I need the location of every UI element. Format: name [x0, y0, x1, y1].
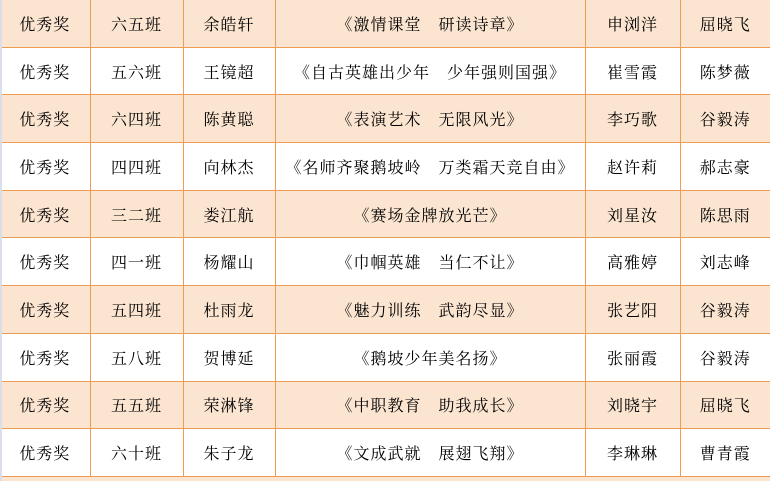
cell-student[interactable]: 陈黄聪 — [183, 95, 275, 143]
cell-work-title[interactable]: 《激情课堂 研读诗章》 — [275, 0, 585, 47]
cell-award[interactable]: 优秀奖 — [0, 333, 90, 381]
cell-award[interactable]: 优秀奖 — [0, 429, 90, 477]
cell-student[interactable]: 杨耀山 — [183, 238, 275, 286]
cell-instructor[interactable]: 张丽霞 — [585, 333, 680, 381]
cell-award[interactable]: 优秀奖 — [0, 47, 90, 95]
cell-coach[interactable]: 谷毅涛 — [680, 286, 770, 334]
cell-class[interactable]: 四四班 — [90, 143, 183, 191]
table-row — [0, 429, 770, 477]
cell-work-title[interactable]: 《魅力训练 武韵尽显》 — [275, 286, 585, 334]
cell-class[interactable]: 六五班 — [90, 0, 183, 47]
cell-award[interactable]: 优秀奖 — [0, 286, 90, 334]
cell-award[interactable]: 优秀奖 — [0, 95, 90, 143]
cell-instructor[interactable]: 张艺阳 — [585, 286, 680, 334]
cell-award[interactable]: 优秀奖 — [0, 0, 90, 47]
table-row — [0, 286, 770, 334]
cell-student[interactable]: 荣淋锋 — [183, 381, 275, 429]
cell-class[interactable]: 五八班 — [90, 333, 183, 381]
cell-award[interactable]: 优秀奖 — [0, 381, 90, 429]
cell-coach[interactable]: 谷毅涛 — [680, 95, 770, 143]
cell-class[interactable]: 四一班 — [90, 238, 183, 286]
table-row — [0, 47, 770, 95]
cell-coach[interactable]: 屈晓飞 — [680, 0, 770, 47]
cell-work-title[interactable]: 《名师齐聚鹅坡岭 万类霜天竞自由》 — [275, 143, 585, 191]
cell-work-title[interactable]: 《自古英雄出少年 少年强则国强》 — [275, 47, 585, 95]
cell-student[interactable]: 朱子龙 — [183, 429, 275, 477]
cell-coach[interactable]: 屈晓飞 — [680, 381, 770, 429]
cell-coach[interactable]: 刘志峰 — [680, 238, 770, 286]
cell-student[interactable]: 贺博延 — [183, 333, 275, 381]
cell-instructor[interactable]: 刘晓宇 — [585, 381, 680, 429]
cell-instructor[interactable]: 崔雪霞 — [585, 47, 680, 95]
cell-instructor[interactable]: 申浏洋 — [585, 0, 680, 47]
table-row — [0, 190, 770, 238]
table-row — [0, 238, 770, 286]
cell-coach[interactable]: 陈思雨 — [680, 190, 770, 238]
cell-class[interactable]: 三二班 — [90, 190, 183, 238]
cell-coach[interactable]: 郝志豪 — [680, 143, 770, 191]
cell-instructor[interactable]: 李琳琳 — [585, 429, 680, 477]
table-row — [0, 0, 770, 47]
cell-class[interactable]: 五六班 — [90, 47, 183, 95]
cell-student[interactable]: 王镜超 — [183, 47, 275, 95]
cell-class[interactable]: 五五班 — [90, 381, 183, 429]
cell-student[interactable]: 余皓轩 — [183, 0, 275, 47]
cell-student[interactable]: 杜雨龙 — [183, 286, 275, 334]
table-row — [0, 95, 770, 143]
cell-work-title[interactable]: 《赛场金牌放光芒》 — [275, 190, 585, 238]
table-row — [0, 143, 770, 191]
cell-class[interactable]: 六十班 — [90, 429, 183, 477]
cell-award[interactable]: 优秀奖 — [0, 143, 90, 191]
cell-work-title[interactable]: 《表演艺术 无限风光》 — [275, 95, 585, 143]
cell-work-title[interactable]: 《巾帼英雄 当仁不让》 — [275, 238, 585, 286]
cell-work-title[interactable]: 《文成武就 展翅飞翔》 — [275, 429, 585, 477]
cell-work-title[interactable]: 《中职教育 助我成长》 — [275, 381, 585, 429]
cell-award[interactable]: 优秀奖 — [0, 190, 90, 238]
cell-instructor[interactable]: 刘星汝 — [585, 190, 680, 238]
cell-award[interactable]: 优秀奖 — [0, 238, 90, 286]
table-row — [0, 333, 770, 381]
cell-class[interactable]: 六四班 — [90, 95, 183, 143]
cell-instructor[interactable]: 高雅婷 — [585, 238, 680, 286]
table-row — [0, 381, 770, 429]
cell-student[interactable]: 向林杰 — [183, 143, 275, 191]
cell-class[interactable]: 五四班 — [90, 286, 183, 334]
cell-work-title[interactable]: 《鹅坡少年美名扬》 — [275, 333, 585, 381]
cell-instructor[interactable]: 赵许莉 — [585, 143, 680, 191]
cell-coach[interactable]: 谷毅涛 — [680, 333, 770, 381]
next-row-partial — [0, 477, 770, 481]
cell-student[interactable]: 娄江航 — [183, 190, 275, 238]
cell-coach[interactable]: 陈梦薇 — [680, 47, 770, 95]
cell-coach[interactable]: 曹青霞 — [680, 429, 770, 477]
cell-instructor[interactable]: 李巧歌 — [585, 95, 680, 143]
